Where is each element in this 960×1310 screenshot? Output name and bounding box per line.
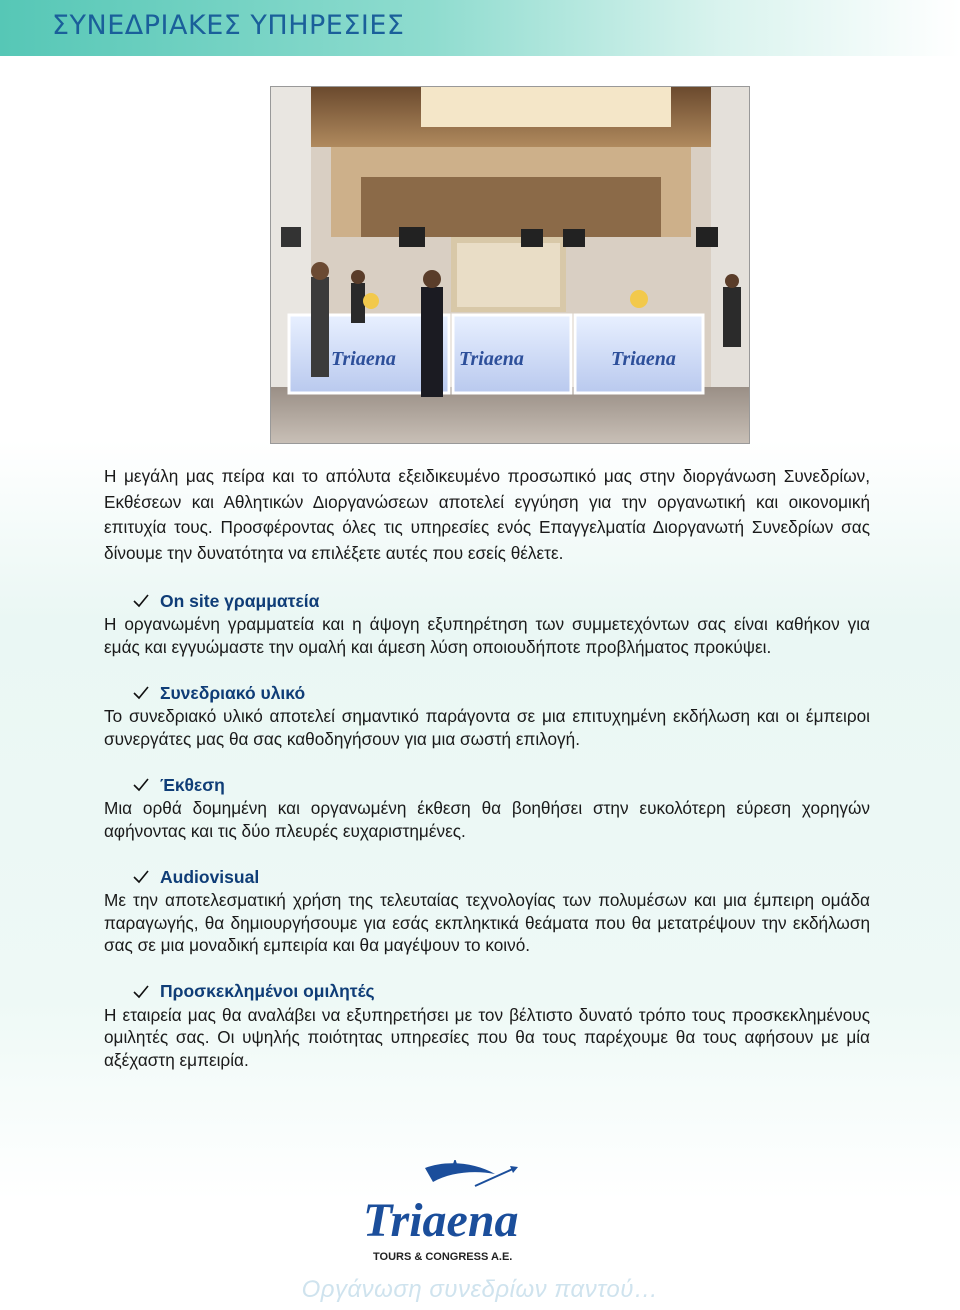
section-audiovisual <box>104 866 870 957</box>
main-content <box>104 464 870 1071</box>
section-title: Audiovisual <box>160 866 260 887</box>
section-body: Η οργανωμένη γραμματεία και η άψογη εξυπηρέτηση των συμμετεχόντων σας είναι καθήκον για εμάς και εγγυώμαστε την ομαλή και άμεση λύση οποιουδήποτε προβλήματος προκύψει. <box>104 614 870 657</box>
tagline: Οργάνωση συνεδρίων παντού… <box>301 1276 659 1303</box>
section-exhibition <box>104 774 870 842</box>
congress-desk-photo <box>270 86 750 444</box>
svg-text:Triaena: Triaena <box>459 348 524 370</box>
section-body: Η εταιρεία μας θα αναλάβει να εξυπηρετήσει με τον βέλτιστο δυνατό τρόπο τους προσκεκλημένους ομιλητές σας. Οι υψηλής ποιότητας υπηρεσίες που θα τους παρέχουμε θα τους αφήσουν με μία αξέχαστη εμπειρία. <box>104 1004 870 1070</box>
section-body: Με την αποτελεσματική χρήση της τελευταίας τεχνολογίας των πολυμέσων και μια έμπειρη ομάδα παραγωγής, θα δημιουργήσουμε για εσάς εκπληκτικά θεάματα που θα μετατρέψουν την εκδήλωση σας σε μια μοναδική εμπειρία και θα μαγέψουν το κοινό. <box>104 890 870 955</box>
intro-paragraph: Η μεγάλη μας πείρα και το απόλυτα εξειδικευμένο προσωπικό μας στην διοργάνωση Συνεδρίων, Εκθέσεων και Αθλητικών Διοργανώσεων αποτελεί εγγύηση για την οργανωτική και οικονομική επιτυχία τους. Προσφέροντας όλες τις υπηρεσίες ενός Επαγγελματία Διοργανωτή Συνεδρίων σας δίνουμε την δυνατότητα να επιλέξετε αυτές που εσείς θέλετε. <box>104 466 870 563</box>
checkmark-icon <box>132 593 150 609</box>
svg-text:Triaena: Triaena <box>611 348 676 370</box>
logo-brand: Triaena <box>363 1194 519 1247</box>
svg-text:Triaena: Triaena <box>331 348 396 370</box>
logo-subtitle: TOURS & CONGRESS A.E. <box>373 1251 513 1263</box>
checkmark-icon <box>132 869 150 885</box>
section-onsite <box>104 590 870 658</box>
page-title: ΣΥΝΕΔΡΙΑΚΕΣ ΥΠΗΡΕΣΙΕΣ <box>52 10 405 41</box>
section-heading <box>132 682 870 704</box>
section-body: Το συνεδριακό υλικό αποτελεί σημαντικό παράγοντα σε μια επιτυχημένη εκδήλωση και οι έμπειροι συνεργάτες μας θα σας καθοδηγήσουν για μια σωστή επιλογή. <box>104 706 870 749</box>
section-heading <box>132 774 870 796</box>
section-heading <box>132 866 870 888</box>
section-heading <box>132 590 870 612</box>
section-title: Προσκεκλημένοι ομιλητές <box>160 981 375 1001</box>
checkmark-icon <box>132 777 150 793</box>
header-band <box>0 0 960 56</box>
section-title: Έκθεση <box>160 774 225 795</box>
checkmark-icon <box>132 984 150 1000</box>
section-body: Μια ορθά δομημένη και οργανωμένη έκθεση θα βοηθήσει στην ευκολότερη εύρεση χορηγών αφήνοντας και τις δύο πλευρές ευχαριστημένες. <box>104 798 870 841</box>
section-heading <box>132 981 870 1003</box>
checkmark-icon <box>132 685 150 701</box>
section-material <box>104 682 870 750</box>
company-logo <box>355 1160 545 1270</box>
section-title: Συνεδριακό υλικό <box>160 682 306 703</box>
section-title: On site γραμματεία <box>160 590 320 611</box>
section-speakers <box>104 981 870 1072</box>
